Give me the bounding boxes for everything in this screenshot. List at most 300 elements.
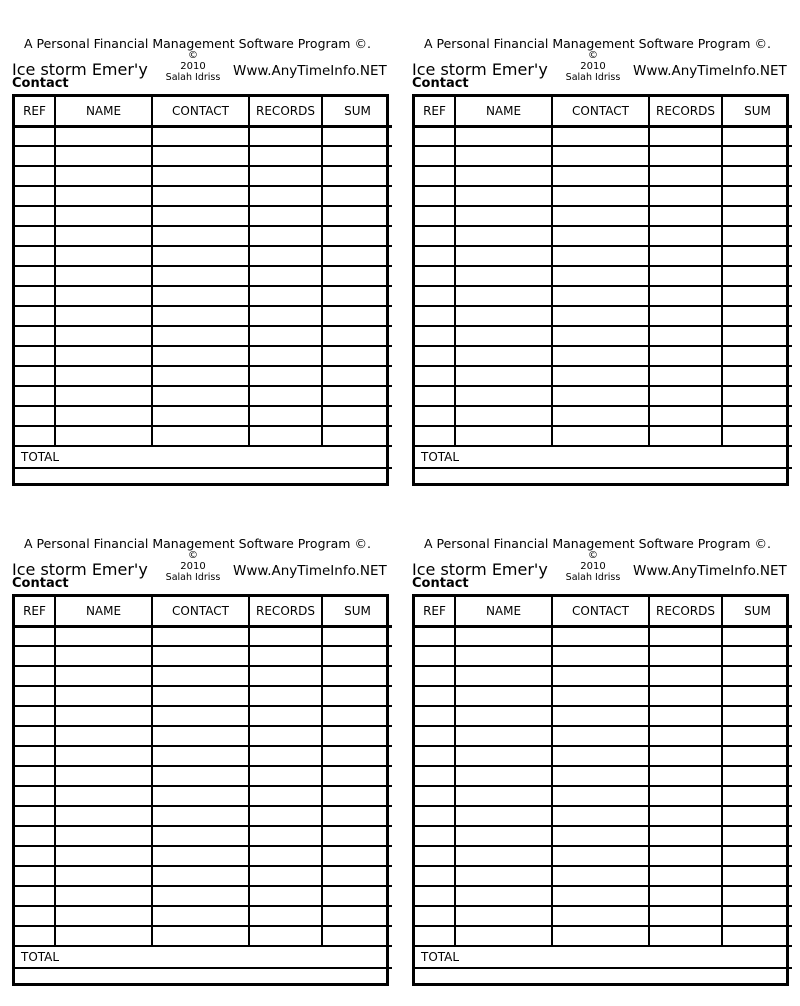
cell-ref[interactable]	[415, 266, 455, 286]
cell-sum[interactable]	[322, 366, 392, 386]
cell-contact[interactable]	[152, 786, 249, 806]
cell-records[interactable]	[649, 346, 722, 366]
cell-ref[interactable]	[15, 666, 55, 686]
cell-sum[interactable]	[322, 186, 392, 206]
cell-sum[interactable]	[722, 226, 792, 246]
cell-records[interactable]	[249, 886, 322, 906]
cell-contact[interactable]	[552, 626, 649, 646]
cell-sum[interactable]	[322, 826, 392, 846]
cell-ref[interactable]	[415, 406, 455, 426]
cell-sum[interactable]	[722, 846, 792, 866]
cell-records[interactable]	[249, 366, 322, 386]
cell-sum[interactable]	[722, 126, 792, 146]
cell-sum[interactable]	[722, 286, 792, 306]
cell-records[interactable]	[649, 826, 722, 846]
cell-sum[interactable]	[322, 686, 392, 706]
cell-records[interactable]	[649, 246, 722, 266]
cell-name[interactable]	[455, 166, 552, 186]
cell-contact[interactable]	[152, 866, 249, 886]
cell-ref[interactable]	[15, 786, 55, 806]
cell-contact[interactable]	[552, 926, 649, 946]
cell-ref[interactable]	[15, 346, 55, 366]
cell-ref[interactable]	[15, 906, 55, 926]
cell-name[interactable]	[55, 266, 152, 286]
cell-name[interactable]	[55, 206, 152, 226]
cell-name[interactable]	[55, 406, 152, 426]
cell-sum[interactable]	[722, 306, 792, 326]
cell-contact[interactable]	[152, 666, 249, 686]
cell-name[interactable]	[455, 826, 552, 846]
cell-ref[interactable]	[415, 386, 455, 406]
cell-records[interactable]	[249, 246, 322, 266]
cell-sum[interactable]	[722, 166, 792, 186]
website-link[interactable]: Www.AnyTimeInfo.NET	[233, 563, 387, 579]
cell-sum[interactable]	[322, 706, 392, 726]
cell-records[interactable]	[249, 346, 322, 366]
cell-ref[interactable]	[15, 806, 55, 826]
cell-name[interactable]	[455, 686, 552, 706]
cell-records[interactable]	[249, 766, 322, 786]
cell-ref[interactable]	[15, 386, 55, 406]
cell-contact[interactable]	[152, 846, 249, 866]
cell-records[interactable]	[649, 426, 722, 446]
cell-ref[interactable]	[15, 186, 55, 206]
cell-sum[interactable]	[722, 246, 792, 266]
cell-sum[interactable]	[722, 766, 792, 786]
cell-contact[interactable]	[552, 326, 649, 346]
cell-contact[interactable]	[552, 746, 649, 766]
cell-ref[interactable]	[15, 646, 55, 666]
cell-records[interactable]	[649, 286, 722, 306]
cell-records[interactable]	[249, 726, 322, 746]
cell-ref[interactable]	[15, 926, 55, 946]
cell-ref[interactable]	[415, 906, 455, 926]
cell-ref[interactable]	[415, 766, 455, 786]
cell-name[interactable]	[455, 186, 552, 206]
cell-name[interactable]	[55, 746, 152, 766]
cell-records[interactable]	[249, 206, 322, 226]
cell-contact[interactable]	[152, 906, 249, 926]
cell-name[interactable]	[55, 346, 152, 366]
cell-contact[interactable]	[552, 246, 649, 266]
cell-records[interactable]	[649, 626, 722, 646]
cell-contact[interactable]	[552, 826, 649, 846]
cell-contact[interactable]	[552, 866, 649, 886]
cell-records[interactable]	[649, 846, 722, 866]
cell-contact[interactable]	[152, 646, 249, 666]
cell-ref[interactable]	[415, 686, 455, 706]
cell-records[interactable]	[249, 166, 322, 186]
cell-sum[interactable]	[322, 206, 392, 226]
cell-name[interactable]	[55, 226, 152, 246]
cell-sum[interactable]	[322, 326, 392, 346]
cell-records[interactable]	[249, 286, 322, 306]
cell-ref[interactable]	[415, 706, 455, 726]
cell-records[interactable]	[249, 406, 322, 426]
cell-contact[interactable]	[152, 386, 249, 406]
cell-name[interactable]	[455, 926, 552, 946]
cell-records[interactable]	[649, 366, 722, 386]
cell-records[interactable]	[649, 226, 722, 246]
cell-ref[interactable]	[415, 806, 455, 826]
cell-contact[interactable]	[552, 426, 649, 446]
cell-name[interactable]	[455, 206, 552, 226]
cell-contact[interactable]	[152, 406, 249, 426]
cell-records[interactable]	[249, 186, 322, 206]
cell-sum[interactable]	[322, 926, 392, 946]
cell-name[interactable]	[455, 386, 552, 406]
cell-name[interactable]	[55, 246, 152, 266]
cell-records[interactable]	[649, 646, 722, 666]
cell-contact[interactable]	[152, 686, 249, 706]
cell-sum[interactable]	[322, 246, 392, 266]
cell-ref[interactable]	[415, 246, 455, 266]
cell-sum[interactable]	[722, 826, 792, 846]
cell-records[interactable]	[649, 186, 722, 206]
total-value-cell[interactable]	[15, 468, 392, 488]
cell-sum[interactable]	[722, 146, 792, 166]
cell-sum[interactable]	[322, 626, 392, 646]
cell-name[interactable]	[455, 366, 552, 386]
cell-contact[interactable]	[152, 166, 249, 186]
cell-ref[interactable]	[415, 146, 455, 166]
cell-name[interactable]	[455, 266, 552, 286]
cell-name[interactable]	[55, 146, 152, 166]
cell-name[interactable]	[55, 726, 152, 746]
cell-ref[interactable]	[15, 286, 55, 306]
cell-ref[interactable]	[15, 126, 55, 146]
cell-contact[interactable]	[552, 126, 649, 146]
cell-ref[interactable]	[15, 366, 55, 386]
cell-records[interactable]	[249, 866, 322, 886]
cell-contact[interactable]	[152, 326, 249, 346]
cell-sum[interactable]	[722, 366, 792, 386]
cell-sum[interactable]	[722, 346, 792, 366]
cell-name[interactable]	[55, 326, 152, 346]
cell-contact[interactable]	[152, 226, 249, 246]
cell-name[interactable]	[455, 146, 552, 166]
cell-name[interactable]	[55, 666, 152, 686]
cell-name[interactable]	[55, 786, 152, 806]
cell-contact[interactable]	[552, 186, 649, 206]
cell-contact[interactable]	[552, 146, 649, 166]
cell-records[interactable]	[249, 226, 322, 246]
cell-name[interactable]	[455, 746, 552, 766]
cell-ref[interactable]	[415, 226, 455, 246]
cell-records[interactable]	[249, 646, 322, 666]
cell-sum[interactable]	[322, 406, 392, 426]
cell-name[interactable]	[455, 666, 552, 686]
cell-ref[interactable]	[415, 926, 455, 946]
cell-contact[interactable]	[152, 206, 249, 226]
cell-name[interactable]	[455, 426, 552, 446]
cell-records[interactable]	[249, 826, 322, 846]
cell-name[interactable]	[55, 366, 152, 386]
website-link[interactable]: Www.AnyTimeInfo.NET	[633, 563, 787, 579]
cell-ref[interactable]	[415, 346, 455, 366]
cell-sum[interactable]	[322, 286, 392, 306]
cell-sum[interactable]	[722, 926, 792, 946]
cell-contact[interactable]	[552, 886, 649, 906]
cell-contact[interactable]	[552, 646, 649, 666]
cell-contact[interactable]	[152, 426, 249, 446]
cell-name[interactable]	[55, 386, 152, 406]
total-value-cell[interactable]	[415, 968, 792, 988]
cell-sum[interactable]	[722, 786, 792, 806]
cell-sum[interactable]	[322, 806, 392, 826]
cell-ref[interactable]	[15, 426, 55, 446]
cell-sum[interactable]	[722, 726, 792, 746]
cell-contact[interactable]	[152, 246, 249, 266]
cell-records[interactable]	[649, 746, 722, 766]
cell-sum[interactable]	[322, 846, 392, 866]
cell-sum[interactable]	[722, 406, 792, 426]
cell-contact[interactable]	[552, 346, 649, 366]
cell-contact[interactable]	[552, 686, 649, 706]
cell-ref[interactable]	[15, 626, 55, 646]
cell-contact[interactable]	[152, 366, 249, 386]
cell-records[interactable]	[649, 866, 722, 886]
cell-records[interactable]	[649, 386, 722, 406]
cell-name[interactable]	[455, 806, 552, 826]
cell-ref[interactable]	[15, 686, 55, 706]
cell-records[interactable]	[649, 146, 722, 166]
cell-sum[interactable]	[722, 386, 792, 406]
cell-contact[interactable]	[552, 386, 649, 406]
cell-records[interactable]	[249, 426, 322, 446]
cell-records[interactable]	[649, 406, 722, 426]
cell-records[interactable]	[249, 306, 322, 326]
cell-name[interactable]	[55, 306, 152, 326]
cell-ref[interactable]	[15, 846, 55, 866]
cell-ref[interactable]	[415, 846, 455, 866]
cell-contact[interactable]	[152, 626, 249, 646]
cell-sum[interactable]	[322, 906, 392, 926]
cell-ref[interactable]	[415, 626, 455, 646]
cell-records[interactable]	[249, 666, 322, 686]
cell-ref[interactable]	[15, 706, 55, 726]
cell-records[interactable]	[649, 786, 722, 806]
cell-contact[interactable]	[152, 306, 249, 326]
cell-name[interactable]	[455, 286, 552, 306]
cell-name[interactable]	[55, 286, 152, 306]
cell-sum[interactable]	[722, 626, 792, 646]
cell-sum[interactable]	[322, 746, 392, 766]
cell-name[interactable]	[55, 426, 152, 446]
cell-name[interactable]	[455, 626, 552, 646]
cell-ref[interactable]	[15, 226, 55, 246]
cell-sum[interactable]	[322, 866, 392, 886]
cell-records[interactable]	[249, 146, 322, 166]
cell-name[interactable]	[455, 846, 552, 866]
cell-ref[interactable]	[415, 726, 455, 746]
cell-contact[interactable]	[152, 746, 249, 766]
cell-sum[interactable]	[322, 346, 392, 366]
cell-sum[interactable]	[722, 266, 792, 286]
cell-name[interactable]	[55, 866, 152, 886]
cell-ref[interactable]	[415, 366, 455, 386]
cell-contact[interactable]	[152, 826, 249, 846]
cell-contact[interactable]	[152, 766, 249, 786]
cell-ref[interactable]	[415, 306, 455, 326]
cell-ref[interactable]	[415, 166, 455, 186]
cell-ref[interactable]	[415, 786, 455, 806]
cell-name[interactable]	[55, 186, 152, 206]
cell-sum[interactable]	[722, 806, 792, 826]
cell-records[interactable]	[649, 886, 722, 906]
cell-name[interactable]	[55, 126, 152, 146]
cell-ref[interactable]	[415, 666, 455, 686]
cell-ref[interactable]	[15, 206, 55, 226]
cell-sum[interactable]	[722, 666, 792, 686]
cell-sum[interactable]	[722, 906, 792, 926]
cell-sum[interactable]	[722, 866, 792, 886]
cell-contact[interactable]	[552, 286, 649, 306]
cell-ref[interactable]	[415, 126, 455, 146]
cell-records[interactable]	[649, 706, 722, 726]
cell-sum[interactable]	[322, 786, 392, 806]
cell-name[interactable]	[55, 706, 152, 726]
cell-ref[interactable]	[15, 746, 55, 766]
cell-ref[interactable]	[15, 246, 55, 266]
cell-records[interactable]	[649, 166, 722, 186]
cell-sum[interactable]	[722, 186, 792, 206]
cell-sum[interactable]	[722, 746, 792, 766]
cell-contact[interactable]	[152, 146, 249, 166]
cell-records[interactable]	[649, 206, 722, 226]
cell-contact[interactable]	[552, 366, 649, 386]
cell-records[interactable]	[649, 306, 722, 326]
cell-records[interactable]	[249, 806, 322, 826]
cell-name[interactable]	[455, 706, 552, 726]
total-value-cell[interactable]	[15, 968, 392, 988]
cell-name[interactable]	[455, 346, 552, 366]
cell-sum[interactable]	[322, 386, 392, 406]
cell-sum[interactable]	[722, 426, 792, 446]
cell-records[interactable]	[649, 266, 722, 286]
cell-name[interactable]	[55, 826, 152, 846]
cell-ref[interactable]	[15, 726, 55, 746]
cell-name[interactable]	[455, 726, 552, 746]
cell-sum[interactable]	[322, 726, 392, 746]
cell-records[interactable]	[249, 386, 322, 406]
cell-contact[interactable]	[152, 706, 249, 726]
cell-name[interactable]	[55, 646, 152, 666]
cell-name[interactable]	[55, 886, 152, 906]
cell-name[interactable]	[455, 766, 552, 786]
cell-records[interactable]	[249, 126, 322, 146]
cell-contact[interactable]	[152, 126, 249, 146]
cell-contact[interactable]	[552, 766, 649, 786]
website-link[interactable]: Www.AnyTimeInfo.NET	[233, 63, 387, 79]
cell-contact[interactable]	[552, 406, 649, 426]
cell-sum[interactable]	[322, 886, 392, 906]
cell-records[interactable]	[649, 666, 722, 686]
cell-contact[interactable]	[152, 926, 249, 946]
cell-sum[interactable]	[322, 226, 392, 246]
cell-ref[interactable]	[15, 266, 55, 286]
cell-contact[interactable]	[552, 206, 649, 226]
cell-name[interactable]	[55, 766, 152, 786]
cell-records[interactable]	[249, 746, 322, 766]
cell-ref[interactable]	[15, 166, 55, 186]
cell-records[interactable]	[249, 266, 322, 286]
cell-name[interactable]	[455, 906, 552, 926]
cell-sum[interactable]	[722, 686, 792, 706]
cell-ref[interactable]	[415, 426, 455, 446]
cell-records[interactable]	[249, 846, 322, 866]
cell-name[interactable]	[455, 326, 552, 346]
cell-records[interactable]	[249, 906, 322, 926]
website-link[interactable]: Www.AnyTimeInfo.NET	[633, 63, 787, 79]
cell-contact[interactable]	[552, 306, 649, 326]
cell-ref[interactable]	[415, 746, 455, 766]
cell-ref[interactable]	[15, 326, 55, 346]
cell-sum[interactable]	[322, 166, 392, 186]
cell-ref[interactable]	[15, 306, 55, 326]
cell-sum[interactable]	[722, 646, 792, 666]
cell-sum[interactable]	[322, 306, 392, 326]
cell-contact[interactable]	[152, 346, 249, 366]
cell-name[interactable]	[55, 806, 152, 826]
cell-name[interactable]	[55, 626, 152, 646]
cell-name[interactable]	[455, 246, 552, 266]
cell-name[interactable]	[55, 846, 152, 866]
cell-ref[interactable]	[15, 146, 55, 166]
cell-records[interactable]	[649, 906, 722, 926]
cell-name[interactable]	[55, 926, 152, 946]
cell-ref[interactable]	[415, 886, 455, 906]
cell-records[interactable]	[249, 686, 322, 706]
cell-records[interactable]	[649, 126, 722, 146]
cell-sum[interactable]	[722, 206, 792, 226]
cell-sum[interactable]	[322, 266, 392, 286]
cell-name[interactable]	[455, 786, 552, 806]
cell-records[interactable]	[249, 326, 322, 346]
cell-ref[interactable]	[415, 206, 455, 226]
cell-sum[interactable]	[722, 886, 792, 906]
cell-ref[interactable]	[415, 286, 455, 306]
cell-ref[interactable]	[415, 326, 455, 346]
cell-ref[interactable]	[415, 186, 455, 206]
cell-sum[interactable]	[722, 326, 792, 346]
cell-contact[interactable]	[552, 846, 649, 866]
cell-contact[interactable]	[152, 286, 249, 306]
cell-records[interactable]	[649, 326, 722, 346]
cell-sum[interactable]	[322, 666, 392, 686]
cell-name[interactable]	[455, 646, 552, 666]
cell-contact[interactable]	[152, 806, 249, 826]
cell-ref[interactable]	[15, 886, 55, 906]
cell-name[interactable]	[55, 906, 152, 926]
cell-contact[interactable]	[152, 886, 249, 906]
cell-name[interactable]	[455, 306, 552, 326]
cell-sum[interactable]	[322, 426, 392, 446]
cell-contact[interactable]	[552, 166, 649, 186]
cell-contact[interactable]	[552, 806, 649, 826]
cell-records[interactable]	[249, 926, 322, 946]
cell-sum[interactable]	[322, 126, 392, 146]
cell-records[interactable]	[649, 766, 722, 786]
cell-contact[interactable]	[552, 906, 649, 926]
cell-contact[interactable]	[152, 266, 249, 286]
cell-sum[interactable]	[322, 146, 392, 166]
cell-contact[interactable]	[552, 786, 649, 806]
cell-contact[interactable]	[552, 666, 649, 686]
cell-ref[interactable]	[15, 406, 55, 426]
cell-name[interactable]	[455, 226, 552, 246]
cell-ref[interactable]	[415, 826, 455, 846]
